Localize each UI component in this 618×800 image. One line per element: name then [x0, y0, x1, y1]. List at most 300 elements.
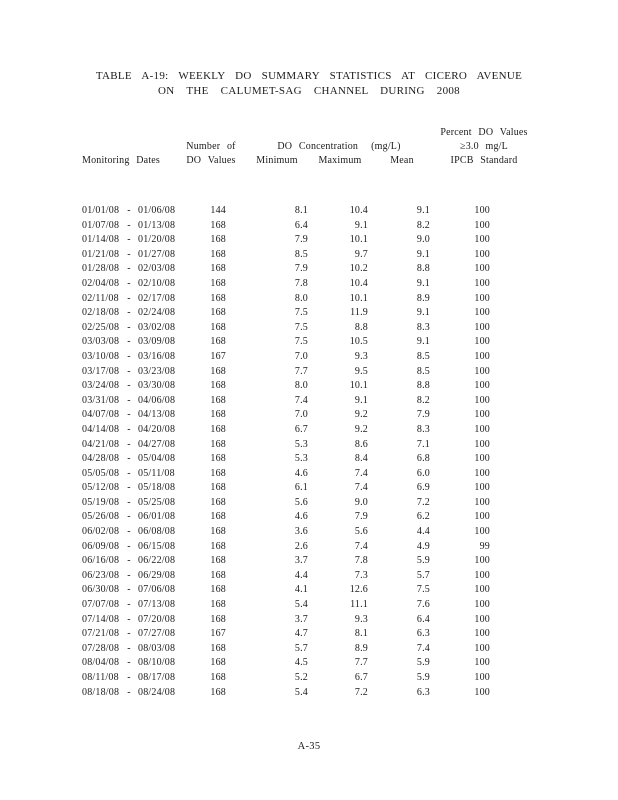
- start-date: 07/28/08: [82, 642, 120, 654]
- start-date: 05/05/08: [82, 467, 120, 479]
- percent-standard-cell: 100: [474, 511, 490, 523]
- mean-cell: 7.6: [416, 599, 430, 611]
- num-do-values-cell: 168: [210, 248, 226, 260]
- monitoring-dates-cell: [82, 496, 178, 511]
- end-date: 08/17/08: [138, 672, 176, 683]
- monitoring-dates-cell: [82, 642, 178, 657]
- minimum-cell: 5.3: [294, 438, 308, 450]
- start-date: 06/09/08: [82, 540, 120, 552]
- maximum-cell: 8.4: [354, 453, 368, 465]
- date-separator: -: [127, 350, 131, 362]
- mean-cell: 9.1: [416, 277, 430, 289]
- maximum-cell: 7.7: [354, 657, 368, 669]
- start-date: 01/28/08: [82, 263, 120, 275]
- minimum-cell: 8.5: [294, 248, 308, 260]
- date-separator: -: [127, 409, 131, 421]
- date-separator: -: [127, 321, 131, 333]
- minimum-cell: 4.4: [294, 569, 308, 581]
- end-date: 06/29/08: [138, 569, 176, 581]
- end-date: 06/01/08: [138, 511, 176, 523]
- header-do-values: DO Values: [186, 155, 236, 166]
- header-minimum: Minimum: [256, 155, 298, 166]
- start-date: 04/21/08: [82, 438, 120, 450]
- minimum-cell: 3.7: [294, 555, 308, 567]
- minimum-cell: 6.1: [294, 482, 308, 494]
- header-percent-do-values: Percent DO Values: [440, 127, 528, 138]
- header-mean: Mean: [390, 155, 414, 166]
- minimum-cell: 4.6: [294, 467, 308, 479]
- mean-cell: 5.9: [416, 555, 430, 567]
- maximum-cell: 10.2: [349, 263, 368, 275]
- start-date: 07/07/08: [82, 599, 120, 611]
- table-row: [82, 452, 534, 467]
- monitoring-dates-cell: [82, 540, 178, 555]
- date-separator: -: [127, 205, 131, 216]
- date-separator: -: [127, 467, 131, 479]
- mean-cell: 8.5: [416, 365, 430, 377]
- date-separator: -: [127, 642, 131, 654]
- start-date: 03/10/08: [82, 350, 120, 362]
- percent-standard-cell: 100: [474, 496, 490, 508]
- end-date: 04/27/08: [138, 438, 176, 450]
- header-unit-label: (mg/L): [371, 141, 401, 152]
- mean-cell: 8.3: [416, 321, 430, 333]
- minimum-cell: 3.7: [294, 613, 308, 625]
- table-row: [82, 350, 534, 365]
- end-date: 07/06/08: [138, 584, 176, 596]
- monitoring-dates-cell: [82, 306, 178, 321]
- mean-cell: 8.5: [416, 350, 430, 362]
- date-separator: -: [127, 540, 131, 552]
- monitoring-dates-cell: [82, 656, 178, 671]
- table-row: [82, 438, 534, 453]
- maximum-cell: 9.7: [354, 248, 368, 260]
- minimum-cell: 5.7: [294, 642, 308, 654]
- start-date: 07/14/08: [82, 613, 120, 625]
- monitoring-dates-cell: [82, 379, 178, 394]
- percent-standard-cell: 100: [474, 599, 490, 611]
- table-row: [82, 671, 534, 686]
- date-separator: -: [127, 569, 131, 581]
- maximum-cell: 9.2: [354, 409, 368, 421]
- table-row: [82, 233, 534, 248]
- table-row: [82, 292, 534, 307]
- percent-standard-cell: 100: [474, 526, 490, 538]
- end-date: 02/10/08: [138, 277, 176, 289]
- start-date: 06/02/08: [82, 526, 120, 538]
- start-date: 08/04/08: [82, 657, 120, 669]
- end-date: 01/13/08: [138, 219, 176, 231]
- monitoring-dates-cell: [82, 481, 178, 496]
- start-date: 04/14/08: [82, 423, 120, 435]
- table-row: [82, 335, 534, 350]
- table-row: [82, 481, 534, 496]
- table-row: [82, 423, 534, 438]
- date-separator: -: [127, 336, 131, 348]
- mean-cell: 6.4: [416, 613, 430, 625]
- minimum-cell: 7.5: [294, 307, 308, 319]
- maximum-cell: 10.1: [349, 292, 368, 304]
- mean-cell: 6.3: [416, 628, 430, 640]
- end-date: 08/03/08: [138, 642, 176, 654]
- mean-cell: 8.8: [416, 263, 430, 275]
- num-do-values-cell: 168: [210, 555, 226, 567]
- percent-standard-cell: 100: [474, 613, 490, 625]
- mean-cell: 5.9: [416, 657, 430, 669]
- table-row: [82, 379, 534, 394]
- mean-cell: 6.9: [416, 482, 430, 494]
- percent-standard-cell: 100: [474, 205, 490, 216]
- num-do-values-cell: 168: [210, 613, 226, 625]
- mean-cell: 5.7: [416, 569, 430, 581]
- num-do-values-cell: 168: [210, 496, 226, 508]
- maximum-cell: 6.7: [354, 672, 368, 683]
- minimum-cell: 5.4: [294, 599, 308, 611]
- num-do-values-cell: 168: [210, 394, 226, 406]
- maximum-cell: 7.2: [354, 686, 368, 698]
- num-do-values-cell: 168: [210, 409, 226, 421]
- date-separator: -: [127, 584, 131, 596]
- mean-cell: 9.1: [416, 205, 430, 216]
- mean-cell: 9.0: [416, 234, 430, 246]
- num-do-values-cell: 168: [210, 657, 226, 669]
- percent-standard-cell: 100: [474, 423, 490, 435]
- mean-cell: 6.0: [416, 467, 430, 479]
- table-row: [82, 642, 534, 657]
- header-body-spacer: [82, 168, 534, 204]
- table-row: [82, 510, 534, 525]
- table-row: [82, 627, 534, 642]
- maximum-cell: 9.3: [354, 613, 368, 625]
- num-do-values-cell: 168: [210, 584, 226, 596]
- monitoring-dates-cell: [82, 248, 178, 263]
- num-do-values-cell: 168: [210, 511, 226, 523]
- start-date: 06/16/08: [82, 555, 120, 567]
- mean-cell: 8.3: [416, 423, 430, 435]
- page-number: A-35: [297, 741, 321, 752]
- end-date: 05/25/08: [138, 496, 176, 508]
- end-date: 06/15/08: [138, 540, 176, 552]
- maximum-cell: 11.1: [350, 599, 368, 611]
- table-row: [82, 540, 534, 555]
- end-date: 01/06/08: [138, 205, 176, 216]
- percent-standard-cell: 100: [474, 672, 490, 683]
- start-date: 02/04/08: [82, 277, 120, 289]
- table-row: [82, 321, 534, 336]
- end-date: 07/13/08: [138, 599, 176, 611]
- start-date: 03/03/08: [82, 336, 120, 348]
- do-summary-table: [82, 126, 534, 700]
- start-date: 01/21/08: [82, 248, 120, 260]
- minimum-cell: 6.4: [294, 219, 308, 231]
- date-separator: -: [127, 613, 131, 625]
- end-date: 04/13/08: [138, 409, 176, 421]
- monitoring-dates-cell: [82, 438, 178, 453]
- table-row: [82, 248, 534, 263]
- minimum-cell: 5.4: [294, 686, 308, 698]
- minimum-cell: 2.6: [294, 540, 308, 552]
- num-do-values-cell: 168: [210, 686, 226, 698]
- num-do-values-cell: 168: [210, 380, 226, 392]
- percent-standard-cell: 100: [474, 467, 490, 479]
- end-date: 03/16/08: [138, 350, 176, 362]
- percent-standard-cell: 100: [474, 657, 490, 669]
- summary-table-wrapper: [82, 126, 534, 700]
- monitoring-dates-cell: [82, 598, 178, 613]
- maximum-cell: 11.9: [350, 307, 368, 319]
- monitoring-dates-cell: [82, 233, 178, 248]
- percent-standard-cell: 100: [474, 555, 490, 567]
- header-row-2: [82, 140, 534, 154]
- header-do-concentration: [244, 140, 434, 154]
- maximum-cell: 7.4: [354, 467, 368, 479]
- date-separator: -: [127, 219, 131, 231]
- maximum-cell: 8.9: [354, 642, 368, 654]
- percent-standard-cell: 100: [474, 453, 490, 465]
- percent-standard-cell: 100: [474, 438, 490, 450]
- start-date: 01/07/08: [82, 219, 120, 231]
- minimum-cell: 4.1: [294, 584, 308, 596]
- date-separator: -: [127, 248, 131, 260]
- table-row: [82, 467, 534, 482]
- start-date: 08/11/08: [82, 672, 119, 683]
- date-separator: -: [127, 292, 131, 304]
- date-separator: -: [127, 511, 131, 523]
- table-row: [82, 686, 534, 701]
- end-date: 03/23/08: [138, 365, 176, 377]
- num-do-values-cell: 168: [210, 307, 226, 319]
- table-row: [82, 306, 534, 321]
- table-row: [82, 204, 534, 219]
- maximum-cell: 9.0: [354, 496, 368, 508]
- num-do-values-cell: 168: [210, 423, 226, 435]
- maximum-cell: 5.6: [354, 526, 368, 538]
- table-row: [82, 277, 534, 292]
- num-do-values-cell: 144: [210, 205, 226, 216]
- maximum-cell: 7.4: [354, 540, 368, 552]
- monitoring-dates-cell: [82, 613, 178, 628]
- num-do-values-cell: 168: [210, 277, 226, 289]
- date-separator: -: [127, 365, 131, 377]
- mean-cell: 9.1: [416, 307, 430, 319]
- minimum-cell: 4.7: [294, 628, 308, 640]
- num-do-values-cell: 168: [210, 642, 226, 654]
- num-do-values-cell: 168: [210, 292, 226, 304]
- mean-cell: 7.1: [416, 438, 430, 450]
- percent-standard-cell: 100: [474, 584, 490, 596]
- maximum-cell: 8.6: [354, 438, 368, 450]
- minimum-cell: 4.5: [294, 657, 308, 669]
- end-date: 05/04/08: [138, 453, 176, 465]
- mean-cell: 8.9: [416, 292, 430, 304]
- monitoring-dates-cell: [82, 525, 178, 540]
- date-separator: -: [127, 438, 131, 450]
- minimum-cell: 3.6: [294, 526, 308, 538]
- monitoring-dates-cell: [82, 467, 178, 482]
- minimum-cell: 8.0: [294, 380, 308, 392]
- end-date: 06/08/08: [138, 526, 176, 538]
- monitoring-dates-cell: [82, 408, 178, 423]
- monitoring-dates-cell: [82, 394, 178, 409]
- table-row: [82, 583, 534, 598]
- num-do-values-cell: 168: [210, 599, 226, 611]
- num-do-values-cell: 168: [210, 336, 226, 348]
- monitoring-dates-cell: [82, 292, 178, 307]
- num-do-values-cell: 168: [210, 365, 226, 377]
- mean-cell: 4.9: [416, 540, 430, 552]
- table-row: [82, 554, 534, 569]
- table-row: [82, 496, 534, 511]
- date-separator: -: [127, 672, 131, 683]
- percent-standard-cell: 100: [474, 482, 490, 494]
- start-date: 01/01/08: [82, 205, 120, 216]
- monitoring-dates-cell: [82, 204, 178, 219]
- start-date: 05/12/08: [82, 482, 120, 494]
- monitoring-dates-cell: [82, 321, 178, 336]
- start-date: 01/14/08: [82, 234, 120, 246]
- mean-cell: 4.4: [416, 526, 430, 538]
- date-separator: -: [127, 234, 131, 246]
- maximum-cell: 9.3: [354, 350, 368, 362]
- percent-standard-cell: 100: [474, 248, 490, 260]
- table-body: [82, 204, 534, 700]
- start-date: 08/18/08: [82, 686, 120, 698]
- header-monitoring-dates: Monitoring Dates: [82, 155, 161, 166]
- start-date: 07/21/08: [82, 628, 120, 640]
- monitoring-dates-cell: [82, 583, 178, 598]
- maximum-cell: 8.8: [354, 321, 368, 333]
- num-do-values-cell: 168: [210, 672, 226, 683]
- minimum-cell: 7.0: [294, 350, 308, 362]
- maximum-cell: 12.6: [349, 584, 368, 596]
- monitoring-dates-cell: [82, 219, 178, 234]
- table-row: [82, 394, 534, 409]
- mean-cell: 8.2: [416, 219, 430, 231]
- date-separator: -: [127, 307, 131, 319]
- num-do-values-cell: 168: [210, 321, 226, 333]
- percent-standard-cell: 100: [474, 336, 490, 348]
- start-date: 06/30/08: [82, 584, 120, 596]
- start-date: 02/11/08: [82, 292, 119, 304]
- mean-cell: 7.4: [416, 642, 430, 654]
- end-date: 04/20/08: [138, 423, 176, 435]
- date-separator: -: [127, 686, 131, 698]
- start-date: 06/23/08: [82, 569, 120, 581]
- percent-standard-cell: 100: [474, 219, 490, 231]
- header-do-concentration-label: DO Concentration: [277, 141, 359, 152]
- end-date: 08/24/08: [138, 686, 176, 698]
- mean-cell: 6.2: [416, 511, 430, 523]
- table-row: [82, 365, 534, 380]
- num-do-values-cell: 168: [210, 569, 226, 581]
- minimum-cell: 5.6: [294, 496, 308, 508]
- percent-standard-cell: 100: [474, 394, 490, 406]
- maximum-cell: 9.1: [354, 394, 368, 406]
- num-do-values-cell: 167: [210, 628, 226, 640]
- date-separator: -: [127, 482, 131, 494]
- header-maximum: Maximum: [318, 155, 362, 166]
- end-date: 02/24/08: [138, 307, 176, 319]
- end-date: 03/09/08: [138, 336, 176, 348]
- maximum-cell: 10.1: [349, 380, 368, 392]
- date-separator: -: [127, 394, 131, 406]
- mean-cell: 5.9: [416, 672, 430, 683]
- monitoring-dates-cell: [82, 262, 178, 277]
- percent-standard-cell: 100: [474, 292, 490, 304]
- end-date: 02/03/08: [138, 263, 176, 275]
- num-do-values-cell: 168: [210, 438, 226, 450]
- table-row: [82, 656, 534, 671]
- monitoring-dates-cell: [82, 335, 178, 350]
- end-date: 07/20/08: [138, 613, 176, 625]
- start-date: 02/25/08: [82, 321, 120, 333]
- end-date: 07/27/08: [138, 628, 176, 640]
- table-row: [82, 262, 534, 277]
- date-separator: -: [127, 657, 131, 669]
- start-date: 05/19/08: [82, 496, 120, 508]
- end-date: 05/18/08: [138, 482, 176, 494]
- header-row-1: [82, 126, 534, 140]
- table-header: [82, 126, 534, 204]
- monitoring-dates-cell: [82, 569, 178, 584]
- start-date: 03/17/08: [82, 365, 120, 377]
- percent-standard-cell: 99: [479, 540, 490, 552]
- minimum-cell: 7.5: [294, 336, 308, 348]
- mean-cell: 7.5: [416, 584, 430, 596]
- minimum-cell: 7.5: [294, 321, 308, 333]
- monitoring-dates-cell: [82, 350, 178, 365]
- maximum-cell: 10.5: [349, 336, 368, 348]
- minimum-cell: 4.6: [294, 511, 308, 523]
- date-separator: -: [127, 380, 131, 392]
- end-date: 06/22/08: [138, 555, 176, 567]
- monitoring-dates-cell: [82, 452, 178, 467]
- end-date: 01/27/08: [138, 248, 176, 260]
- end-date: 04/06/08: [138, 394, 176, 406]
- header-row-3: [82, 154, 534, 168]
- maximum-cell: 10.4: [349, 277, 368, 289]
- end-date: 05/11/08: [138, 467, 175, 479]
- mean-cell: 8.2: [416, 394, 430, 406]
- table-row: [82, 219, 534, 234]
- num-do-values-cell: 168: [210, 453, 226, 465]
- percent-standard-cell: 100: [474, 380, 490, 392]
- percent-standard-cell: 100: [474, 350, 490, 362]
- date-separator: -: [127, 526, 131, 538]
- end-date: 02/17/08: [138, 292, 176, 304]
- minimum-cell: 7.0: [294, 409, 308, 421]
- table-row: [82, 613, 534, 628]
- end-date: 03/30/08: [138, 380, 176, 392]
- num-do-values-cell: 168: [210, 234, 226, 246]
- date-separator: -: [127, 277, 131, 289]
- end-date: 08/10/08: [138, 657, 176, 669]
- percent-standard-cell: 100: [474, 569, 490, 581]
- date-separator: -: [127, 496, 131, 508]
- header-ipcb-threshold: ≥3.0 mg/L: [460, 141, 508, 152]
- num-do-values-cell: 168: [210, 467, 226, 479]
- minimum-cell: 7.9: [294, 234, 308, 246]
- mean-cell: 7.9: [416, 409, 430, 421]
- table-row: [82, 408, 534, 423]
- table-title-line1: TABLE A-19: WEEKLY DO SUMMARY STATISTICS AT CICERO AVENUE: [95, 70, 523, 82]
- num-do-values-cell: 168: [210, 540, 226, 552]
- minimum-cell: 7.7: [294, 365, 308, 377]
- percent-standard-cell: 100: [474, 277, 490, 289]
- date-separator: -: [127, 263, 131, 275]
- maximum-cell: 10.1: [349, 234, 368, 246]
- num-do-values-cell: 168: [210, 526, 226, 538]
